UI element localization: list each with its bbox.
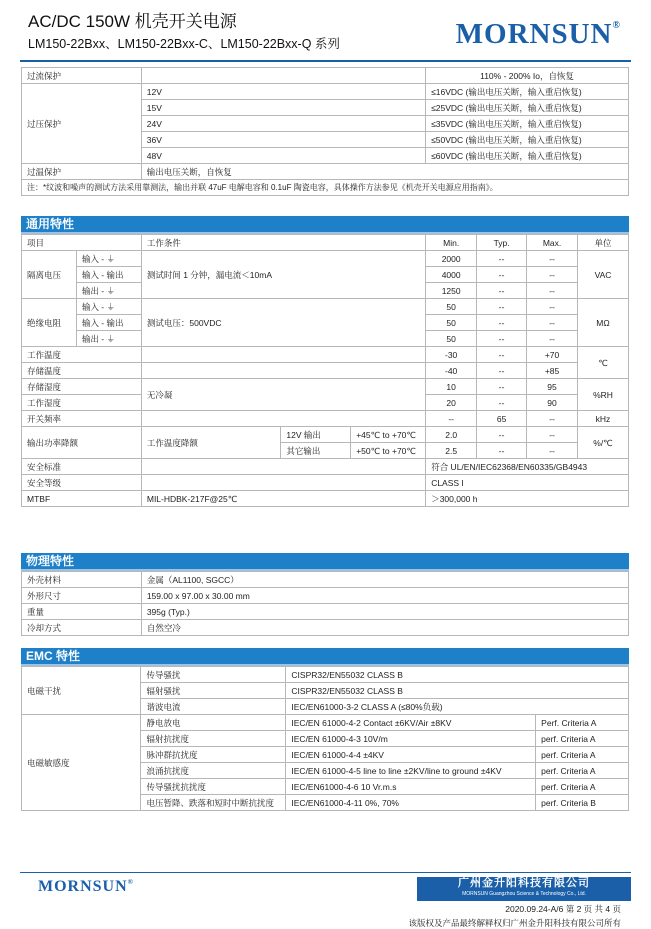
company-name-en: MORNSUN Guangzhou Science & Technology Co., Ltd. bbox=[462, 891, 586, 897]
table-row: 传导骚扰抗扰度 IEC/EN61000-4-6 10 Vr.m.s perf. Criteria A bbox=[22, 779, 629, 795]
table-row: 48V ≤60VDC (输出电压关断，输入重启恢复) bbox=[22, 148, 629, 164]
table-row: 工作湿度 20 -- 90 bbox=[22, 395, 629, 411]
overtemp-label: 过温保护 bbox=[22, 164, 142, 180]
table-row: 辐射骚扰 CISPR32/EN55032 CLASS B bbox=[22, 683, 629, 699]
table-row: 冷却方式 自然空冷 bbox=[22, 620, 629, 636]
table-row bbox=[22, 164, 629, 180]
table-row: 电压暂降、跌落和短时中断抗扰度 IEC/EN61000-4-11 0%, 70% perf. Criteria B bbox=[22, 795, 629, 811]
protection-table bbox=[21, 67, 629, 196]
table-row: 重量 395g (Typ.) bbox=[22, 604, 629, 620]
section-title-emc: EMC 特性 bbox=[21, 648, 629, 664]
table-row: 隔离电压 输入 - ⏚ 测试时间 1 分钟，漏电流＜10mA 2000 -- -- VAC bbox=[22, 251, 629, 267]
table-row: 浪涌抗扰度 IEC/EN 61000-4-5 line to line ±2KV/line to ground ±4KV perf. Criteria A bbox=[22, 763, 629, 779]
physical-table bbox=[21, 571, 629, 636]
table-row: 电磁敏感度 静电放电 IEC/EN 61000-4-2 Contact ±6KV/Air ±8KV Perf. Criteria A bbox=[22, 715, 629, 731]
footer-divider bbox=[20, 872, 631, 873]
table-row: 15V ≤25VDC (输出电压关断，输入重启恢复) bbox=[22, 100, 629, 116]
footer-logo: MORNSUN® bbox=[38, 878, 134, 895]
note-text: 注：*纹波和噪声的测试方法采用靠测法，输出并联 47uF 电解电容和 0.1uF 陶瓷电容，具体操作方法参见《机壳开关电源应用指南》。 bbox=[22, 180, 629, 196]
overvoltage-label: 过压保护 bbox=[22, 84, 142, 164]
emc-table bbox=[21, 666, 629, 811]
table-row: 24V ≤35VDC (输出电压关断，输入重启恢复) bbox=[22, 116, 629, 132]
table-row: 36V ≤50VDC (输出电压关断，输入重启恢复) bbox=[22, 132, 629, 148]
section-title-general: 通用特性 bbox=[21, 216, 629, 232]
table-row: 安全标准 符合 UL/EN/IEC62368/EN60335/GB4943 bbox=[22, 459, 629, 475]
table-row: 工作温度 -30 -- +70 ℃ bbox=[22, 347, 629, 363]
table-row bbox=[22, 68, 629, 84]
table-row: 输出 - ⏚ 50 -- -- bbox=[22, 331, 629, 347]
overcurrent-value: 110% - 200% Io，自恢复 bbox=[426, 68, 629, 84]
overtemp-value: 输出电压关断，自恢复 bbox=[141, 164, 628, 180]
table-row: 过压保护 12V ≤16VDC (输出电压关断，输入重启恢复) bbox=[22, 84, 629, 100]
page-title: AC/DC 150W 机壳开关电源 bbox=[28, 12, 237, 31]
table-row: 外壳材料 金属（AL1100, SGCC） bbox=[22, 572, 629, 588]
table-row: 安全等级 CLASS I bbox=[22, 475, 629, 491]
table-header: 项目 工作条件 Min. Typ. Max. 单位 bbox=[22, 235, 629, 251]
table-row: 输入 - 输出 4000 -- -- bbox=[22, 267, 629, 283]
table-row: MTBF MIL-HDBK-217F@25℃ ＞300,000 h bbox=[22, 491, 629, 507]
table-row: 绝缘电阻 输入 - ⏚ 测试电压：500VDC 50 -- -- MΩ bbox=[22, 299, 629, 315]
copyright-note: 该版权及产品最终解释权归广州金升阳科技有限公司所有 bbox=[408, 918, 621, 928]
section-title-physical: 物理特性 bbox=[21, 553, 629, 569]
table-row: 外形尺寸 159.00 x 97.00 x 30.00 mm bbox=[22, 588, 629, 604]
table-row: 输出 - ⏚ 1250 -- -- bbox=[22, 283, 629, 299]
brand-logo: MORNSUN® bbox=[455, 18, 621, 50]
table-row: 其它输出 +50℃ to +70℃ 2.5 -- -- bbox=[22, 443, 629, 459]
header-divider bbox=[20, 60, 631, 62]
table-row bbox=[22, 180, 629, 196]
company-name-cn: 广州金升阳科技有限公司 bbox=[458, 877, 590, 889]
page-subtitle: LM150-22Bxx、LM150-22Bxx-C、LM150-22Bxx-Q 系列 bbox=[28, 37, 340, 51]
general-table bbox=[21, 234, 629, 507]
table-row: 输出功率降额 工作温度降额 12V 输出 +45℃ to +70℃ 2.0 -- -- %/℃ bbox=[22, 427, 629, 443]
table-row: 谐波电流 IEC/EN61000-3-2 CLASS A (≤80%负载) bbox=[22, 699, 629, 715]
table-row: 输入 - 输出 50 -- -- bbox=[22, 315, 629, 331]
overcurrent-label: 过流保护 bbox=[22, 68, 142, 84]
page-info: 2020.09.24-A/6 第 2 页 共 4 页 bbox=[505, 904, 621, 914]
company-banner bbox=[417, 877, 631, 901]
table-row: 存储湿度 无冷凝 10 -- 95 %RH bbox=[22, 379, 629, 395]
table-row: 脉冲群抗扰度 IEC/EN 61000-4-4 ±4KV perf. Criteria A bbox=[22, 747, 629, 763]
table-row: 辐射抗扰度 IEC/EN 61000-4-3 10V/m perf. Criteria A bbox=[22, 731, 629, 747]
table-row: 电磁干扰 传导骚扰 CISPR32/EN55032 CLASS B bbox=[22, 667, 629, 683]
table-row: 开关频率 -- 65 -- kHz bbox=[22, 411, 629, 427]
table-row: 存储温度 -40 -- +85 bbox=[22, 363, 629, 379]
